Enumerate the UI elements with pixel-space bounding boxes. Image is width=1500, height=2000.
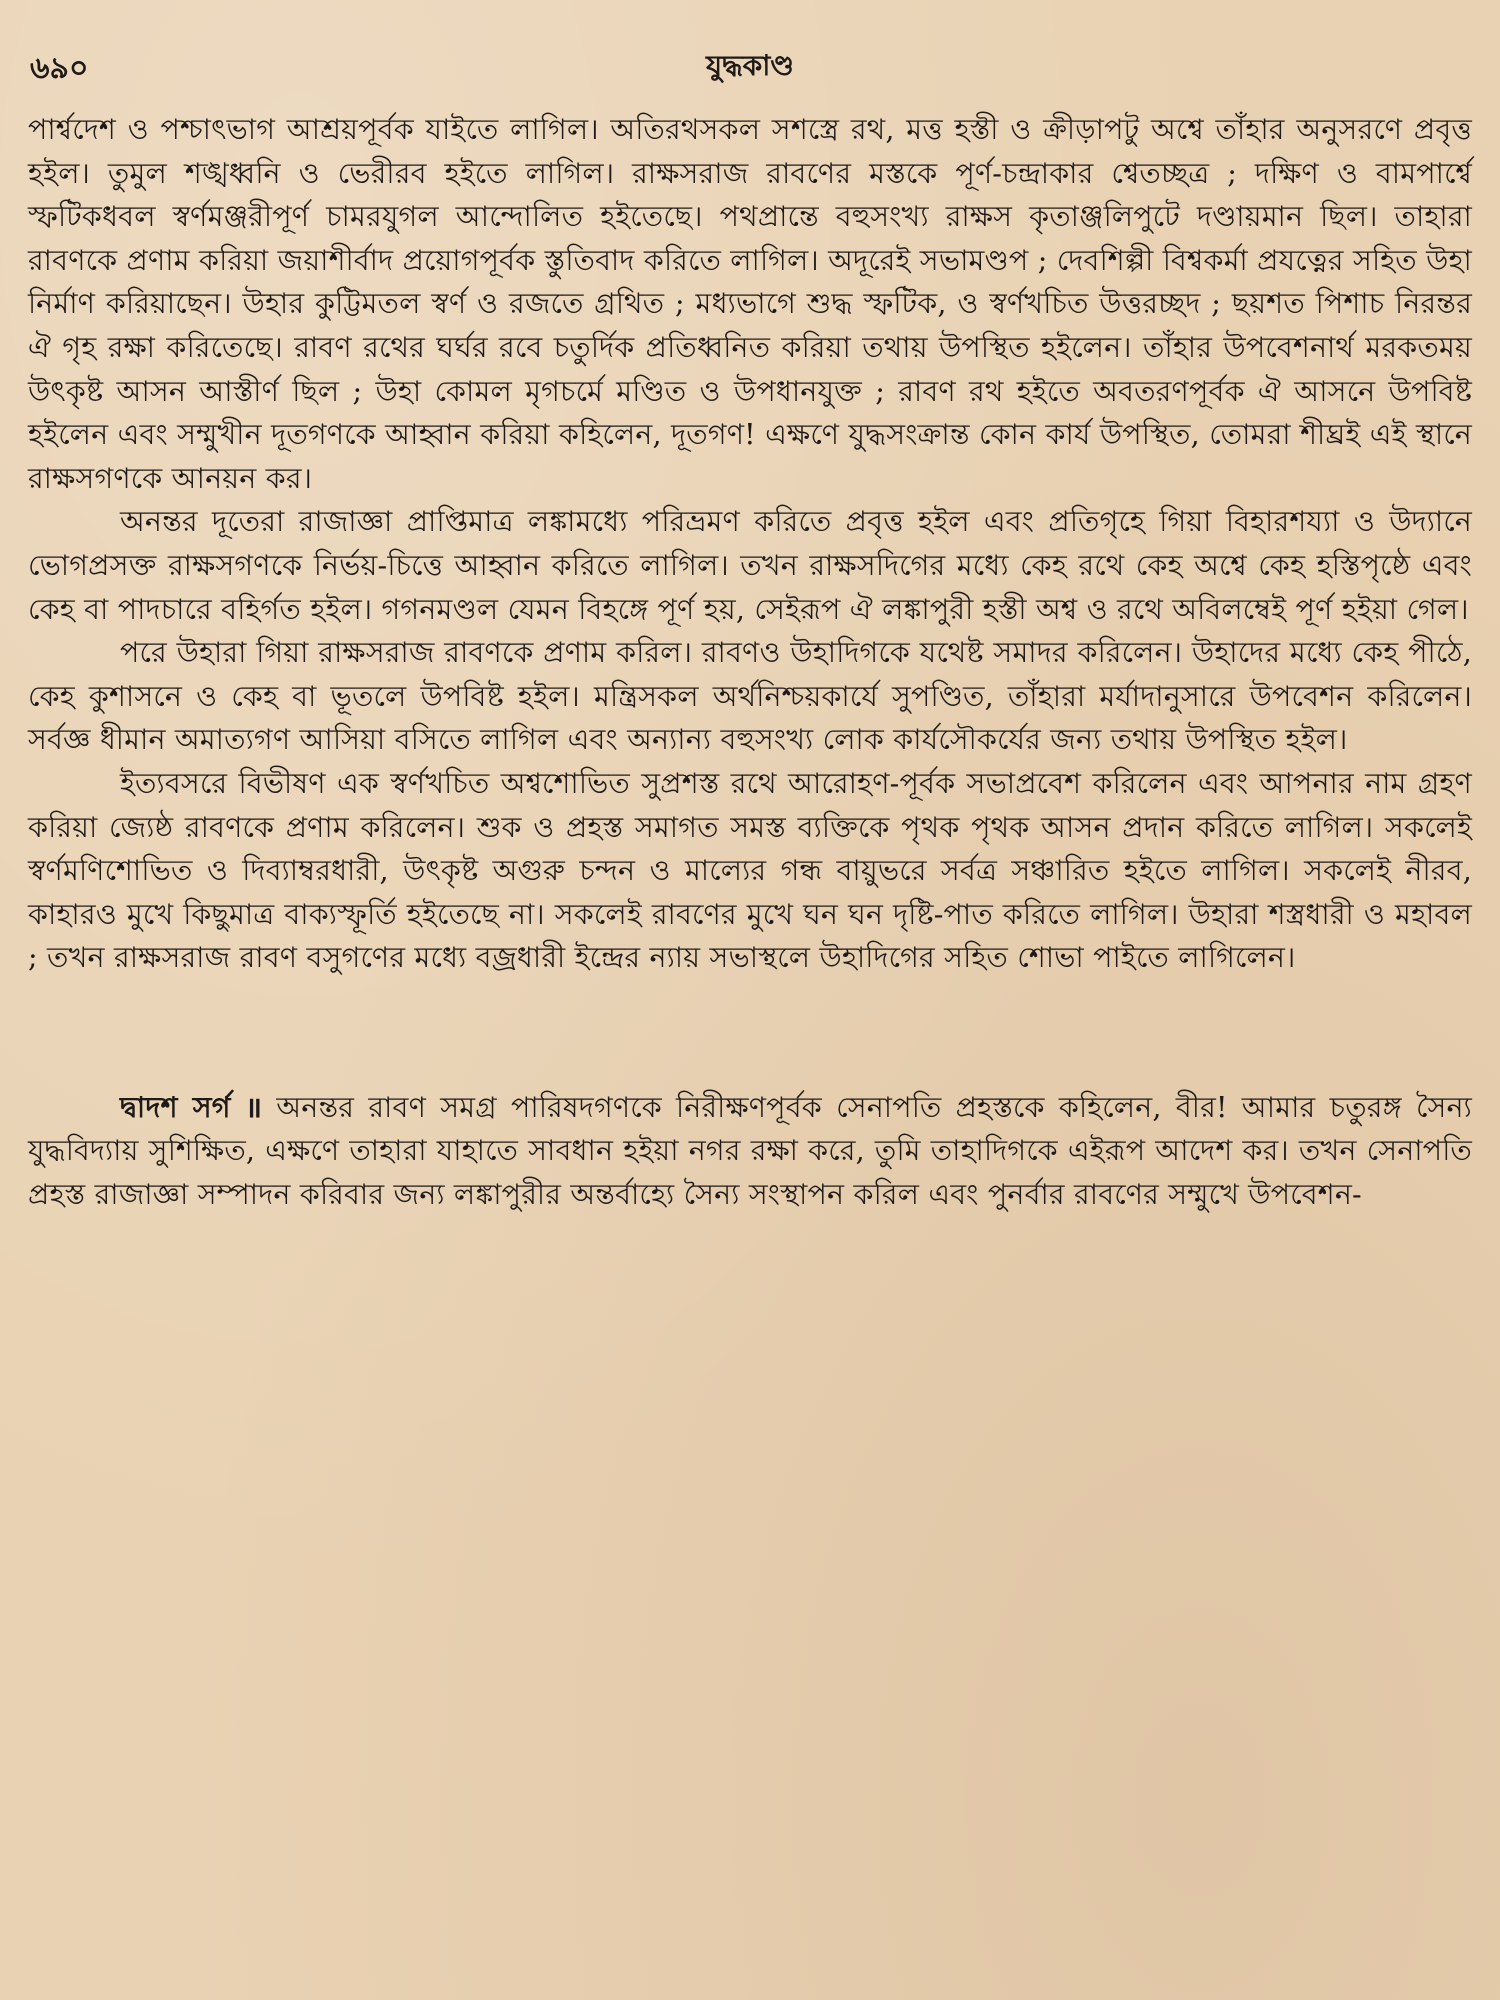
page-number: ৬৯০ [30, 51, 89, 86]
section-paragraph [28, 1086, 1472, 1217]
section-mark: ॥ [244, 1089, 263, 1124]
paragraph-4: ইত্যবসরে বিভীষণ এক স্বর্ণখচিত অশ্বশোভিত সুপ্রশস্ত রথে আরোহণ-পূর্বক সভাপ্রবেশ করিলেন এবং আপনার নাম গ্রহণ করিয়া জ্যেষ্ঠ রাবণকে প্রণাম করিলেন। শুক ও প্রহস্ত সমাগত সমস্ত ব্যক্তিকে পৃথক পৃথক আসন প্রদান করিতে লাগিল। সকলেই স্বর্ণমণিশোভিত ও দিব্যাম্বরধারী, উৎকৃষ্ট অগুরু চন্দন ও মাল্যের গন্ধ বায়ুভরে সর্বত্র সঞ্চারিত হইতে লাগিল। সকলেই নীরব, কাহারও মুখে কিছুমাত্র বাক্যস্ফূর্তি হইতেছে না। সকলেই রাবণের মুখে ঘন ঘন দৃষ্টি-পাত করিতে লাগিল। উহারা শস্ত্রধারী ও মহাবল ; তখন রাক্ষসরাজ রাবণ বসুগণের মধ্যে বজ্রধারী ইন্দ্রের ন্যায় সভাস্থলে উহাদিগের সহিত শোভা পাইতে লাগিলেন। [28, 766, 1472, 975]
section-title: দ্বাদশ সর্গ [120, 1089, 231, 1124]
running-head: যুদ্ধকাণ্ড [705, 49, 795, 82]
paragraph-1: পার্শ্বদেশ ও পশ্চাৎভাগ আশ্রয়পূর্বক যাইতে লাগিল। অতিরথসকল সশস্ত্রে রথ, মত্ত হস্তী ও ক্রীড়াপটু অশ্বে তাঁহার অনুসরণে প্রবৃত্ত হইল। তুমুল শঙ্খধ্বনি ও ভেরীরব হইতে লাগিল। রাক্ষসরাজ রাবণের মস্তকে পূর্ণ-চন্দ্রাকার শ্বেতচ্ছত্র ; দক্ষিণ ও বামপার্শ্বে স্ফটিকধবল স্বর্ণমঞ্জরীপূর্ণ চামরযুগল আন্দোলিত হইতেছে। পথপ্রান্তে বহুসংখ্য রাক্ষস কৃতাঞ্জলিপুটে দণ্ডায়মান ছিল। তাহারা রাবণকে প্রণাম করিয়া জয়াশীর্বাদ প্রয়োগপূর্বক স্তুতিবাদ করিতে লাগিল। অদূরেই সভামণ্ডপ ; দেবশিল্পী বিশ্বকর্মা প্রযত্নের সহিত উহা নির্মাণ করিয়াছেন। উহার কুট্টিমতল স্বর্ণ ও রজতে গ্রথিত ; মধ্যভাগে শুদ্ধ স্ফটিক, ও স্বর্ণখচিত উত্তরচ্ছদ ; ছয়শত পিশাচ নিরন্তর ঐ গৃহ রক্ষা করিতেছে। রাবণ রথের ঘর্ঘর রবে চতুর্দিক প্রতিধ্বনিত করিয়া তথায় উপস্থিত হইলেন। তাঁহার উপবেশনার্থ মরকতময় উৎকৃষ্ট আসন আস্তীর্ণ ছিল ; উহা কোমল মৃগচর্মে মণ্ডিত ও উপধানযুক্ত ; রাবণ রথ হইতে অবতরণপূর্বক ঐ আসনে উপবিষ্ট হইলেন এবং সম্মুখীন দূতগণকে আহ্বান করিয়া কহিলেন, দূতগণ! এক্ষণে যুদ্ধসংক্রান্ত কোন কার্য উপস্থিত, তোমরা শীঘ্রই এই স্থানে রাক্ষসগণকে আনয়ন কর। [28, 113, 1472, 495]
section-text: অনন্তর রাবণ সমগ্র পারিষদগণকে নিরীক্ষণপূর্বক সেনাপতি প্রহস্তকে কহিলেন, বীর! আমার চতুরঙ্গ সৈন্য যুদ্ধবিদ্যায় সুশিক্ষিত, এক্ষণে তাহারা যাহাতে সাবধান হইয়া নগর রক্ষা করে, তুমি তাহাদিগকে এইরূপ আদেশ কর। তখন সেনাপতি প্রহস্ত রাজাজ্ঞা সম্পাদন করিবার জন্য লঙ্কাপুরীর অন্তর্বাহ্যে সৈন্য সংস্থাপন করিল এবং পুনর্বার রাবণের সম্মুখে উপবেশন- [28, 1090, 1473, 1212]
body-text [28, 108, 1472, 1217]
paragraph-2: অনন্তর দূতেরা রাজাজ্ঞা প্রাপ্তিমাত্র লঙ্কামধ্যে পরিভ্রমণ করিতে প্রবৃত্ত হইল এবং প্রতিগৃহে গিয়া বিহারশয্যা ও উদ্যানে ভোগপ্রসক্ত রাক্ষসগণকে নির্ভয়-চিত্তে আহ্বান করিতে লাগিল। তখন রাক্ষসদিগের মধ্যে কেহ রথে কেহ অশ্বে কেহ হস্তিপৃষ্ঠে এবং কেহ বা পাদচারে বহির্গত হইল। গগনমণ্ডল যেমন বিহঙ্গে পূর্ণ হয়, সেইরূপ ঐ লঙ্কাপুরী হস্তী অশ্ব ও রথে অবিলম্বেই পূর্ণ হইয়া গেল। [28, 505, 1472, 626]
paragraph-3: পরে উহারা গিয়া রাক্ষসরাজ রাবণকে প্রণাম করিল। রাবণও উহাদিগকে যথেষ্ট সমাদর করিলেন। উহাদের মধ্যে কেহ পীঠে, কেহ কুশাসনে ও কেহ বা ভূতলে উপবিষ্ট হইল। মন্ত্রিসকল অর্থনিশ্চয়কার্যে সুপণ্ডিত, তাঁহারা মর্যাদানুসারে উপবেশন করিলেন। সর্বজ্ঞ ধীমান অমাত্যগণ আসিয়া বসিতে লাগিল এবং অন্যান্য বহুসংখ্য লোক কার্যসৌকর্যের জন্য তথায় উপস্থিত হইল। [28, 636, 1472, 757]
page-header [28, 44, 1472, 92]
